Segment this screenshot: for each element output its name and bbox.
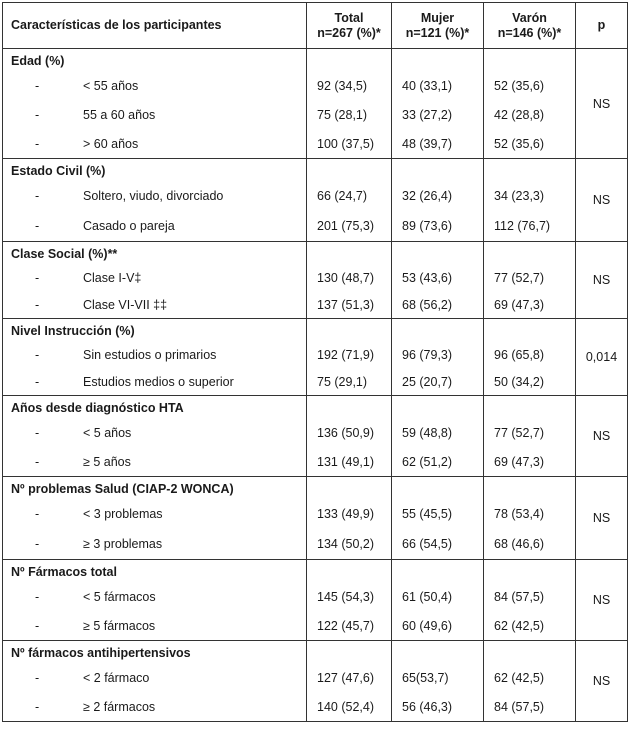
total-cell	[307, 641, 392, 722]
section-title: Estado Civil (%)	[11, 164, 106, 178]
total-cell	[307, 477, 392, 560]
bullet-dash: -	[35, 189, 40, 203]
male-value: 112 (76,7)	[494, 219, 551, 233]
male-value: 77 (52,7)	[494, 270, 545, 285]
bullet-dash: -	[35, 537, 40, 551]
total-value: 201 (75,3)	[317, 219, 374, 233]
row-label: Sin estudios o primarios	[83, 347, 217, 362]
bullet-dash: -	[35, 374, 40, 389]
total-value: 192 (71,9)	[317, 347, 374, 362]
header-characteristics: Características de los participantes	[3, 3, 307, 49]
bullet-dash: -	[35, 507, 40, 521]
bullet-dash: -	[35, 347, 40, 362]
male-cell	[484, 242, 576, 319]
p-value: 0,014	[585, 350, 618, 364]
section-title: Nº Fármacos total	[11, 565, 117, 579]
male-cell	[484, 49, 576, 159]
total-value: 131 (49,1)	[317, 454, 374, 469]
row-label: 55 a 60 años	[83, 107, 156, 122]
bullet-dash: -	[35, 670, 40, 685]
male-cell	[484, 477, 576, 560]
female-value: 59 (48,8)	[402, 425, 453, 440]
female-value: 48 (39,7)	[402, 136, 453, 151]
female-value: 89 (73,6)	[402, 219, 453, 233]
bullet-dash: -	[35, 699, 40, 714]
female-value: 66 (54,5)	[402, 537, 453, 551]
male-cell	[484, 159, 576, 242]
p-value: NS	[592, 429, 611, 443]
male-cell	[484, 396, 576, 477]
section-title: Nº problemas Salud (CIAP-2 WONCA)	[11, 482, 234, 496]
p-value: NS	[592, 273, 611, 287]
male-value: 69 (47,3)	[494, 297, 545, 312]
section-label-cell	[3, 477, 307, 560]
female-value: 65(53,7)	[402, 670, 449, 685]
p-value-cell	[576, 560, 628, 641]
section-label-cell	[3, 396, 307, 477]
female-value: 61 (50,4)	[402, 589, 453, 604]
table-row	[3, 477, 628, 560]
total-cell	[307, 319, 392, 396]
female-value: 56 (46,3)	[402, 699, 453, 714]
female-cell	[392, 319, 484, 396]
total-value: 137 (51,3)	[317, 297, 374, 312]
male-cell	[484, 560, 576, 641]
row-label: > 60 años	[83, 136, 139, 151]
total-value: 100 (37,5)	[317, 136, 374, 151]
p-value-cell	[576, 396, 628, 477]
total-cell	[307, 560, 392, 641]
male-cell	[484, 641, 576, 722]
female-cell	[392, 477, 484, 560]
row-label: ≥ 2 fármacos	[83, 699, 156, 714]
participants-table	[2, 2, 628, 722]
male-cell	[484, 319, 576, 396]
total-value: 133 (49,9)	[317, 507, 374, 521]
section-title: Años desde diagnóstico HTA	[11, 401, 184, 415]
total-value: 75 (29,1)	[317, 374, 368, 389]
section-label-cell	[3, 242, 307, 319]
total-value: 130 (48,7)	[317, 270, 374, 285]
total-value: 75 (28,1)	[317, 107, 368, 122]
section-label-cell	[3, 641, 307, 722]
row-label: < 55 años	[83, 78, 139, 93]
row-label: Clase I-V‡	[83, 270, 142, 285]
female-value: 96 (79,3)	[402, 347, 453, 362]
p-value: NS	[592, 593, 611, 607]
section-title: Clase Social (%)**	[11, 247, 118, 261]
p-value-cell	[576, 242, 628, 319]
total-cell	[307, 159, 392, 242]
total-cell	[307, 242, 392, 319]
bullet-dash: -	[35, 454, 40, 469]
bullet-dash: -	[35, 78, 40, 93]
row-label: Clase VI-VII ‡‡	[83, 297, 168, 312]
total-value: 127 (47,6)	[317, 670, 374, 685]
female-cell	[392, 641, 484, 722]
bullet-dash: -	[35, 270, 40, 285]
female-value: 55 (45,5)	[402, 507, 453, 521]
male-value: 52 (35,6)	[494, 78, 545, 93]
female-cell	[392, 560, 484, 641]
header-row	[3, 3, 628, 49]
bullet-dash: -	[35, 219, 40, 233]
male-value: 50 (34,2)	[494, 374, 545, 389]
male-value: 68 (46,6)	[494, 537, 545, 551]
male-value: 62 (42,5)	[494, 670, 545, 685]
p-value: NS	[592, 193, 611, 207]
bullet-dash: -	[35, 297, 40, 312]
bullet-dash: -	[35, 425, 40, 440]
table-row	[3, 396, 628, 477]
female-cell	[392, 242, 484, 319]
female-value: 53 (43,6)	[402, 270, 453, 285]
p-value: NS	[592, 96, 611, 111]
header-male: Varón n=146 (%)*	[484, 3, 576, 49]
header-p: p	[576, 3, 628, 49]
p-value-cell	[576, 159, 628, 242]
bullet-dash: -	[35, 107, 40, 122]
female-cell	[392, 159, 484, 242]
row-label: ≥ 5 fármacos	[83, 618, 156, 633]
female-value: 40 (33,1)	[402, 78, 453, 93]
row-label: < 3 problemas	[83, 507, 163, 521]
row-label: < 5 fármacos	[83, 589, 156, 604]
total-value: 145 (54,3)	[317, 589, 374, 604]
table-row	[3, 641, 628, 722]
total-value: 140 (52,4)	[317, 699, 374, 714]
p-value: NS	[592, 511, 611, 525]
bullet-dash: -	[35, 618, 40, 633]
male-value: 84 (57,5)	[494, 589, 545, 604]
total-value: 122 (45,7)	[317, 618, 374, 633]
table-row	[3, 319, 628, 396]
total-value: 136 (50,9)	[317, 425, 374, 440]
section-label-cell	[3, 560, 307, 641]
p-value: NS	[592, 674, 611, 688]
p-value-cell	[576, 477, 628, 560]
p-value-cell	[576, 641, 628, 722]
female-value: 25 (20,7)	[402, 374, 453, 389]
female-value: 60 (49,6)	[402, 618, 453, 633]
male-value: 34 (23,3)	[494, 189, 545, 203]
female-value: 68 (56,2)	[402, 297, 453, 312]
total-value: 134 (50,2)	[317, 537, 374, 551]
male-value: 96 (65,8)	[494, 347, 545, 362]
male-value: 78 (53,4)	[494, 507, 545, 521]
table-row	[3, 49, 628, 159]
row-label: ≥ 5 años	[83, 454, 131, 469]
row-label: Estudios medios o superior	[83, 374, 234, 389]
male-value: 69 (47,3)	[494, 454, 545, 469]
row-label: ≥ 3 problemas	[83, 537, 163, 551]
bullet-dash: -	[35, 136, 40, 151]
bullet-dash: -	[35, 589, 40, 604]
total-cell	[307, 396, 392, 477]
header-female: Mujer n=121 (%)*	[392, 3, 484, 49]
male-value: 62 (42,5)	[494, 618, 545, 633]
section-title: Nº fármacos antihipertensivos	[11, 646, 191, 660]
female-cell	[392, 49, 484, 159]
p-value-cell	[576, 319, 628, 396]
male-value: 52 (35,6)	[494, 136, 545, 151]
female-value: 33 (27,2)	[402, 107, 453, 122]
table-row	[3, 560, 628, 641]
section-label-cell	[3, 159, 307, 242]
total-cell	[307, 49, 392, 159]
row-label: < 2 fármaco	[83, 670, 150, 685]
female-cell	[392, 396, 484, 477]
section-label-cell	[3, 319, 307, 396]
total-value: 66 (24,7)	[317, 189, 368, 203]
male-value: 77 (52,7)	[494, 425, 545, 440]
row-label: < 5 años	[83, 425, 132, 440]
row-label: Casado o pareja	[83, 219, 175, 233]
section-label-cell	[3, 49, 307, 159]
female-value: 32 (26,4)	[402, 189, 453, 203]
p-value-cell	[576, 49, 628, 159]
table-row	[3, 242, 628, 319]
total-value: 92 (34,5)	[317, 78, 368, 93]
male-value: 84 (57,5)	[494, 699, 545, 714]
header-total: Total n=267 (%)*	[307, 3, 392, 49]
table-row	[3, 159, 628, 242]
female-value: 62 (51,2)	[402, 454, 453, 469]
row-label: Soltero, viudo, divorciado	[83, 189, 224, 203]
section-title: Edad (%)	[11, 54, 65, 68]
section-title: Nivel Instrucción (%)	[11, 324, 135, 338]
male-value: 42 (28,8)	[494, 107, 545, 122]
